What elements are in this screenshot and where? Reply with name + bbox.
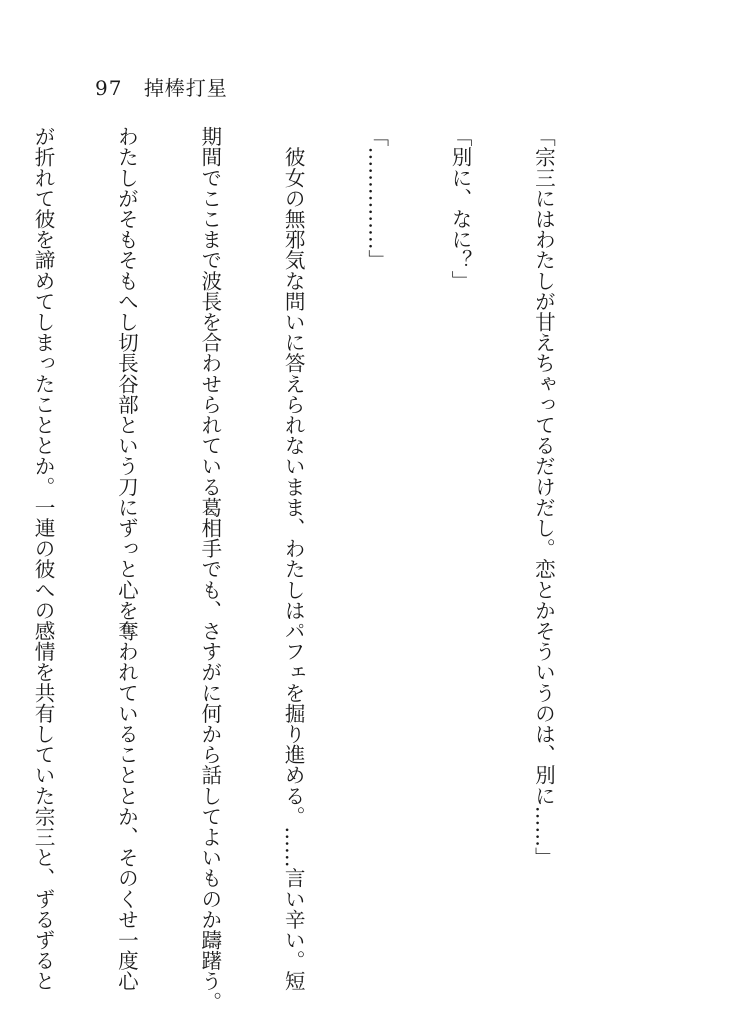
text-line: 「別に、なに？」 [448, 126, 473, 291]
text-line: 「宗三にはわたしが甘えちゃってるだけだし。恋とかそういうのは、別に……」 [531, 126, 556, 868]
chapter-title: 掉棒打星 [143, 76, 228, 100]
text-line: 「……………」 [364, 126, 389, 271]
text-line: 期間でここまで波長を合わせられている葛相手でも、さすがに何から話してよいものか躊躇う。 [197, 126, 222, 1012]
vertical-body-text [31, 126, 612, 1012]
running-header [95, 72, 228, 101]
text-line: が折れて彼を諦めてしまったこととか。一連の彼への感情を共有していた宗三と、ずるずると [31, 126, 56, 992]
page-number: 97 [95, 76, 123, 100]
text-line: 彼女の無邪気な問いに答えられないまま、わたしはパフェを掘り進める。……言い辛い。短 [281, 126, 306, 992]
text-line: わたしがそもそもへし切長谷部という刀にずっと心を奪われていることとか、そのくせ一度心 [114, 126, 139, 992]
